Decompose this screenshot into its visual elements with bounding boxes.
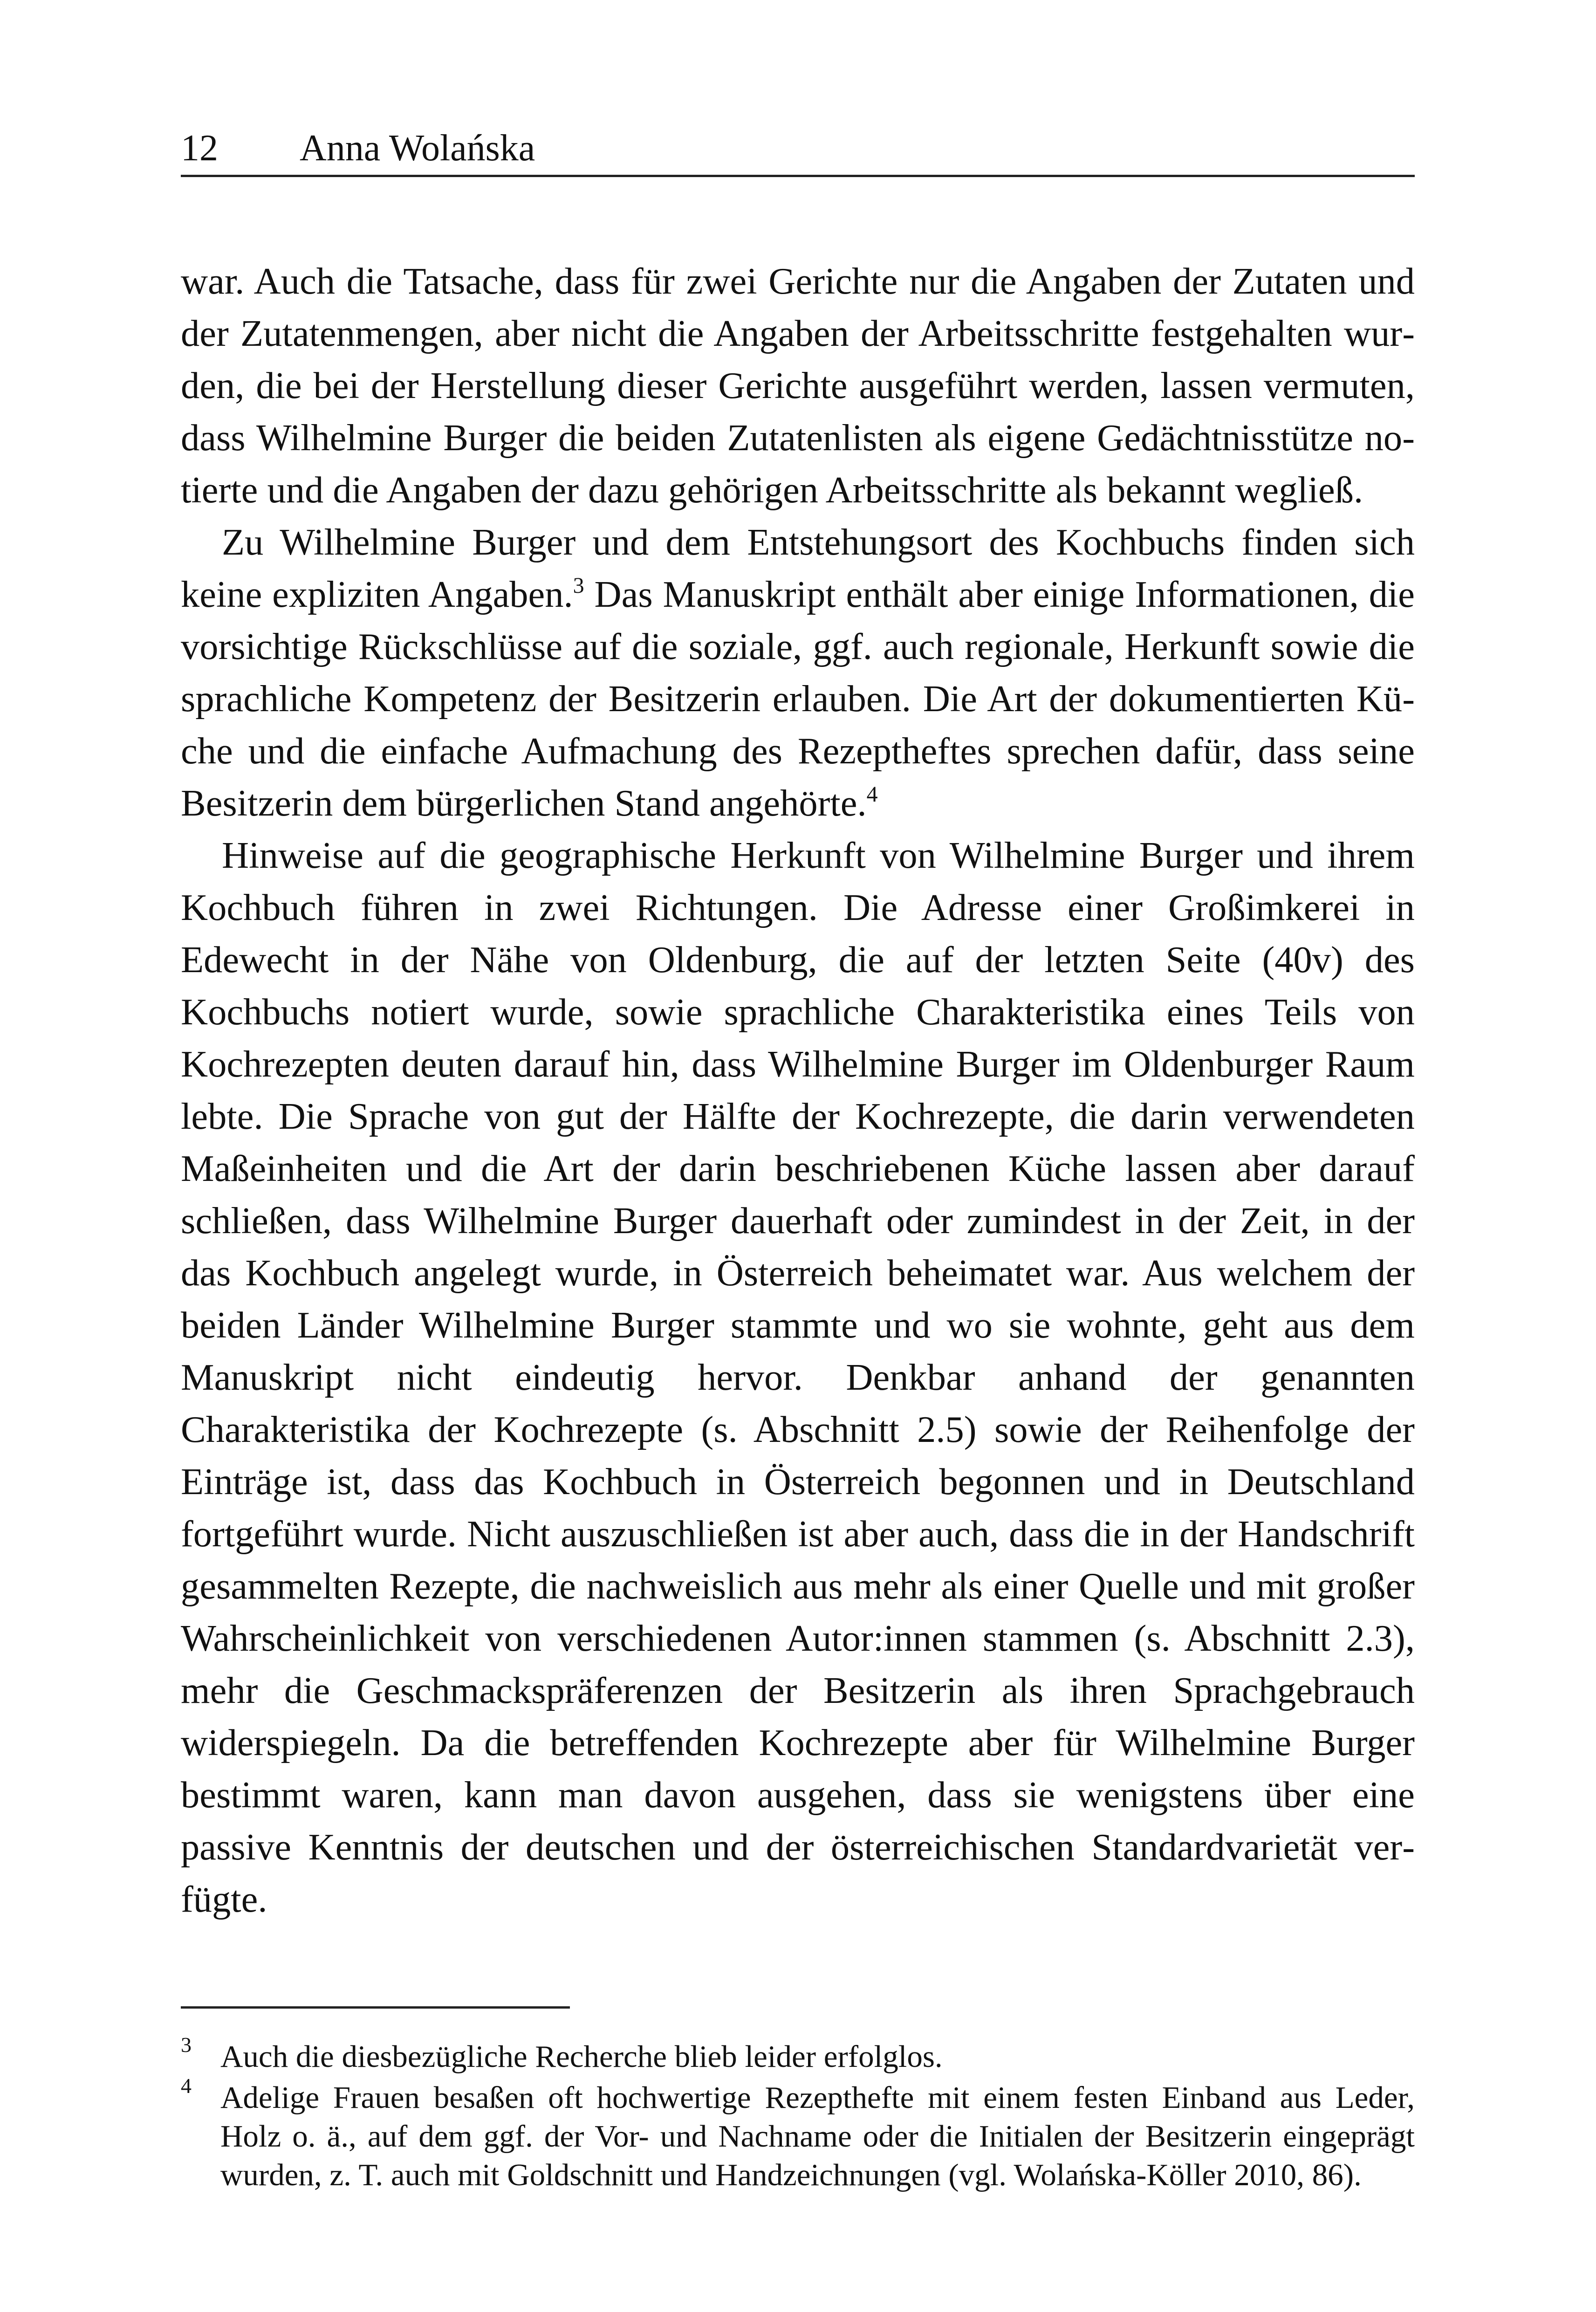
page-header [181, 117, 1415, 177]
page-number: 12 [181, 128, 218, 169]
footnote-text: Auch die diesbezügliche Recherche blieb leider erfolglos. [220, 2039, 943, 2074]
footnote-4 [181, 2074, 1415, 2195]
footnote-mark: 4 [181, 2074, 192, 2098]
paragraph-2 [181, 516, 1415, 830]
footnote-mark: 3 [181, 2033, 192, 2057]
running-head-author: Anna Wolańska [300, 128, 535, 169]
footnote-3 [181, 2033, 1415, 2076]
paragraph-3: Hinweise auf die geographische Herkunft von Wilhelmine Burger und ihrem Kochbuch führen in zwei Richtungen. Die Adresse einer Großimkerei in Edewecht in der Nähe von Oldenburg, die auf der letzten Seite (40v) des Kochbuchs notiert wurde, sowie sprachliche Charakteristika eines Teils von Kochrezepten deuten darauf hin, dass Wilhelmine Burger im Oldenburger Raum lebte. Die Sprache von gut der Hälfte der Kochrezepte, die darin verwendeten Maßeinheiten und die Art der darin beschriebenen Küche lassen aber darauf schließen, dass Wilhelmine Burger dauerhaft oder zumindest in der Zeit, in der das Kochbuch angelegt wurde, in Österreich beheimatet war. Aus welchem der beiden Länder Wilhelmine Burger stammte und wo sie wohnte, geht aus dem Manuskript nicht eindeutig hervor. Denkbar anhand der genannten Charakteristika der Kochrezepte (s. Abschnitt 2.5) sowie der Reihenfolge der Einträge ist, dass das Kochbuch in Österreich begonnen und in Deutschland fortgeführt wurde. Nicht auszuschließen ist aber auch, dass die in der Handschrift gesammelten Rezepte, die nachweislich aus mehr als einer Quelle und mit großer Wahrscheinlichkeit von verschiedenen Autor:innen stammen (s. Abschnitt 2.3), mehr die Geschmackspräferenzen der Besitzerin als ihren Sprachgebrauch widerspiegeln. Da die betreffenden Kochrezepte aber für Wilhelmine Burger bestimmt waren, kann man davon ausgehen, dass sie wenigstens über eine passive Kenntnis der deutschen und der österreichischen Standardvarietät verfügte. [181, 835, 1415, 1920]
main-text [181, 255, 1415, 1926]
footnote-text: Adelige Frauen besaßen oft hochwertige Rezepthefte mit einem festen Einband aus Leder, Holz o. ä., auf dem ggf. der Vor- und Nachname oder die Initialen der Besitzerin eingeprägt wurden, z. T. auch mit Goldschnitt und Handzeichnungen (vgl. Wolańska-Köller 2010, 86). [220, 2080, 1415, 2192]
footnote-ref-4[interactable]: 4 [866, 782, 878, 807]
footnote-ref-3[interactable]: 3 [573, 573, 584, 598]
footnotes [181, 2033, 1415, 2197]
paragraph-1: war. Auch die Tatsache, dass für zwei Gerichte nur die Angaben der Zutaten und der Zutatenmengen, aber nicht die Angaben der Arbeitsschritte festgehalten wurden, die bei der Herstellung dieser Gerichte ausgeführt werden, lassen vermuten, dass Wilhelmine Burger die beiden Zutatenlisten als eigene Gedächtnisstütze notierte und die Angaben der dazu gehörigen Arbeitsschritte als bekannt wegließ. [181, 261, 1415, 511]
paragraph-2-part-a: Zu Wilhelmine Burger und dem Entstehungsort des Kochbuchs finden sich keine expliziten Angaben. [181, 521, 1415, 615]
paragraph-2-part-b: Das Manuskript enthält aber einige Informationen, die vorsichtige Rückschlüsse auf die soziale, ggf. auch regionale, Herkunft sowie die sprachliche Kompetenz der Besitzerin erlauben. Die Art der dokumentierten Küche und die einfache Aufmachung des Rezeptheftes sprechen dafür, dass seine Besitzerin dem bürgerlichen Stand angehörte. [181, 574, 1415, 824]
footnote-separator [181, 2006, 570, 2009]
